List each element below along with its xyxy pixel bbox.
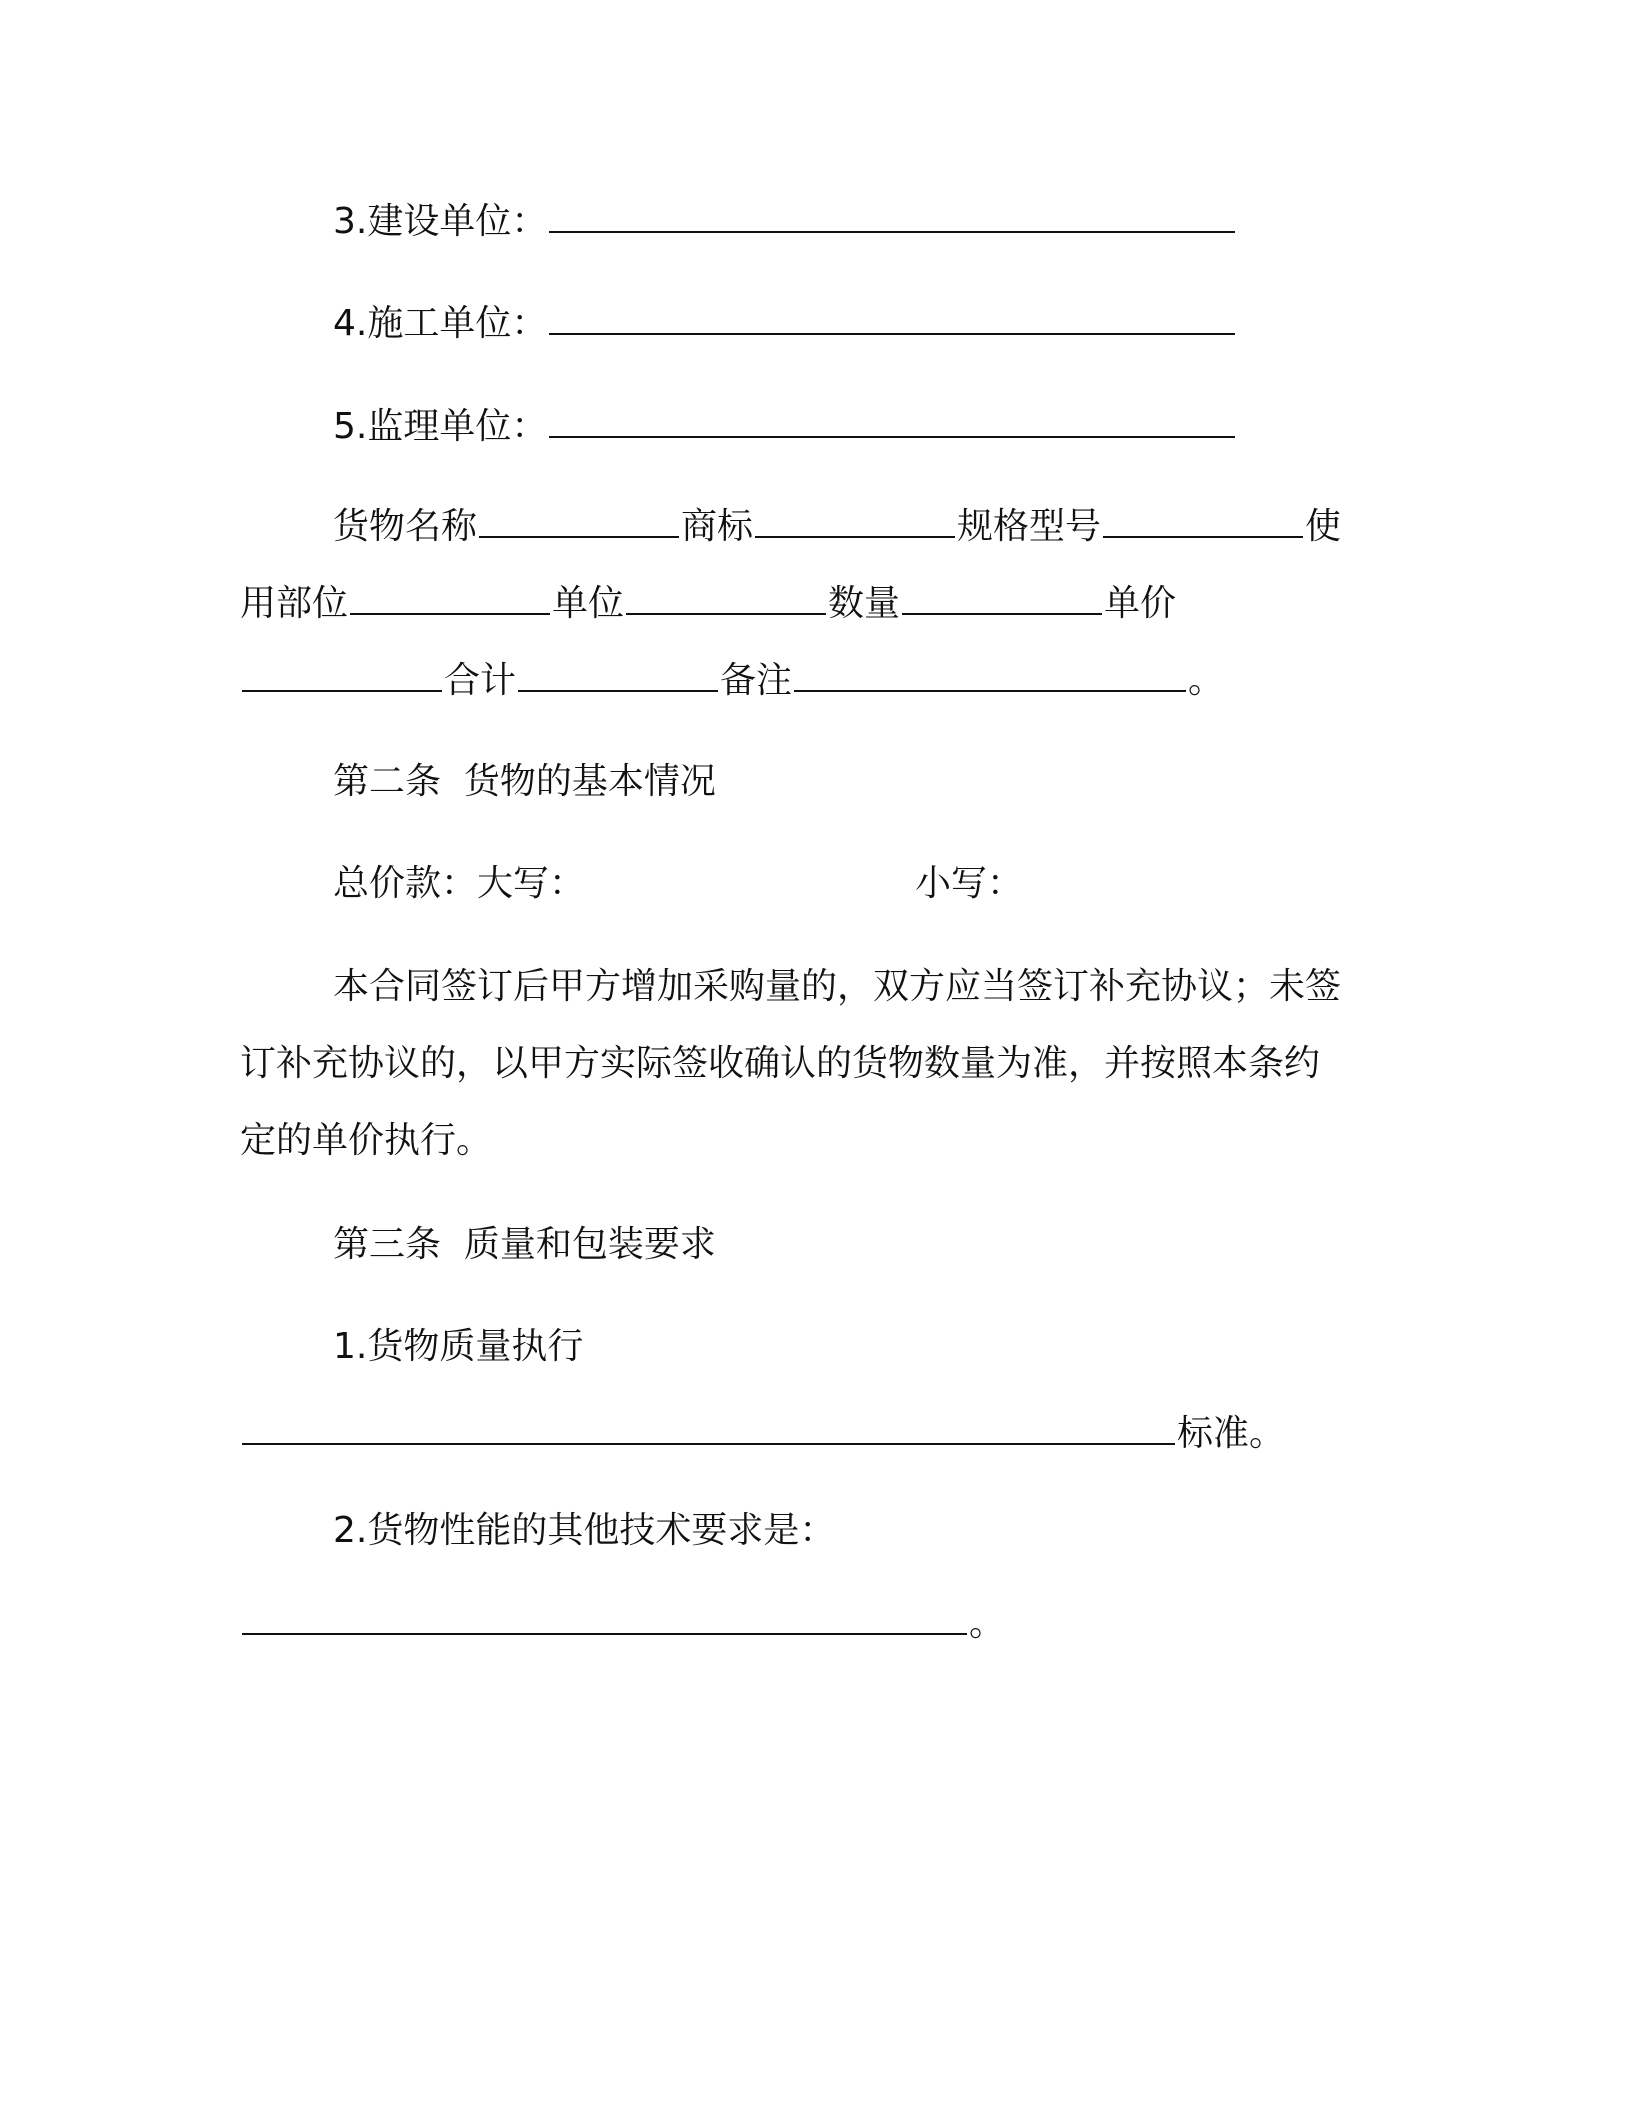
quality-standard-line [240,1410,1285,1458]
goods-name-label: 货物名称 [333,506,478,547]
contractor-unit-label: 4.施工单位： [333,303,548,344]
supervisor-unit-label: 5.监理单位： [333,406,548,447]
usage-part-blank[interactable] [350,583,550,615]
goods-end-mark: 。 [1188,660,1225,701]
article2-paragraph-line-1: 本合同签订后甲方增加采购量的，双方应当签订补充协议；未签 [333,966,1342,1007]
supervisor-unit-blank[interactable] [549,406,1235,438]
remark-label: 备注 [720,660,793,701]
unit-label: 单位 [552,583,625,624]
total-price-label: 总价款：大写： [333,863,586,904]
goods-line-3 [240,657,1224,705]
total-blank[interactable] [518,660,718,692]
unit-price-label: 单价 [1104,583,1177,624]
usage-part-label-start: 使 [1305,506,1342,547]
total-price-line [333,860,1023,908]
quality-standard-label: 1.货物质量执行 [333,1326,584,1367]
tech-requirements-label: 2.货物性能的其他技术要求是： [333,1510,836,1551]
contractor-unit-blank[interactable] [549,303,1235,335]
construction-unit-line [333,198,1237,246]
construction-unit-label: 3.建设单位： [333,201,548,242]
trademark-label: 商标 [681,506,754,547]
tech-requirements-blank[interactable] [242,1603,967,1635]
total-label: 合计 [444,660,517,701]
article2-heading: 第二条 货物的基本情况 [333,761,716,802]
tech-requirements-line [240,1600,1005,1648]
article2-paragraph-line-3: 定的单价执行。 [240,1120,493,1161]
goods-name-blank[interactable] [479,506,679,538]
usage-part-label-end: 用部位 [240,583,349,624]
construction-unit-blank[interactable] [549,201,1235,233]
unit-blank[interactable] [626,583,826,615]
tech-requirements-suffix: 。 [969,1603,1006,1644]
goods-line-2 [240,580,1176,628]
spec-blank[interactable] [1103,506,1303,538]
unit-price-blank[interactable] [242,660,442,692]
supervisor-unit-line [333,403,1237,451]
spec-label: 规格型号 [957,506,1102,547]
contractor-unit-line [333,300,1237,348]
total-price-small-label: 小写： [915,863,1024,904]
quality-standard-suffix: 标准。 [1177,1413,1286,1454]
goods-line-1 [333,503,1341,551]
trademark-blank[interactable] [755,506,955,538]
quality-standard-blank[interactable] [242,1413,1175,1445]
article2-paragraph-line-2: 订补充协议的，以甲方实际签收确认的货物数量为准，并按照本条约 [240,1043,1321,1084]
article3-heading: 第三条 质量和包装要求 [333,1224,716,1265]
quantity-blank[interactable] [902,583,1102,615]
quantity-label: 数量 [828,583,901,624]
remark-blank[interactable] [794,660,1186,692]
